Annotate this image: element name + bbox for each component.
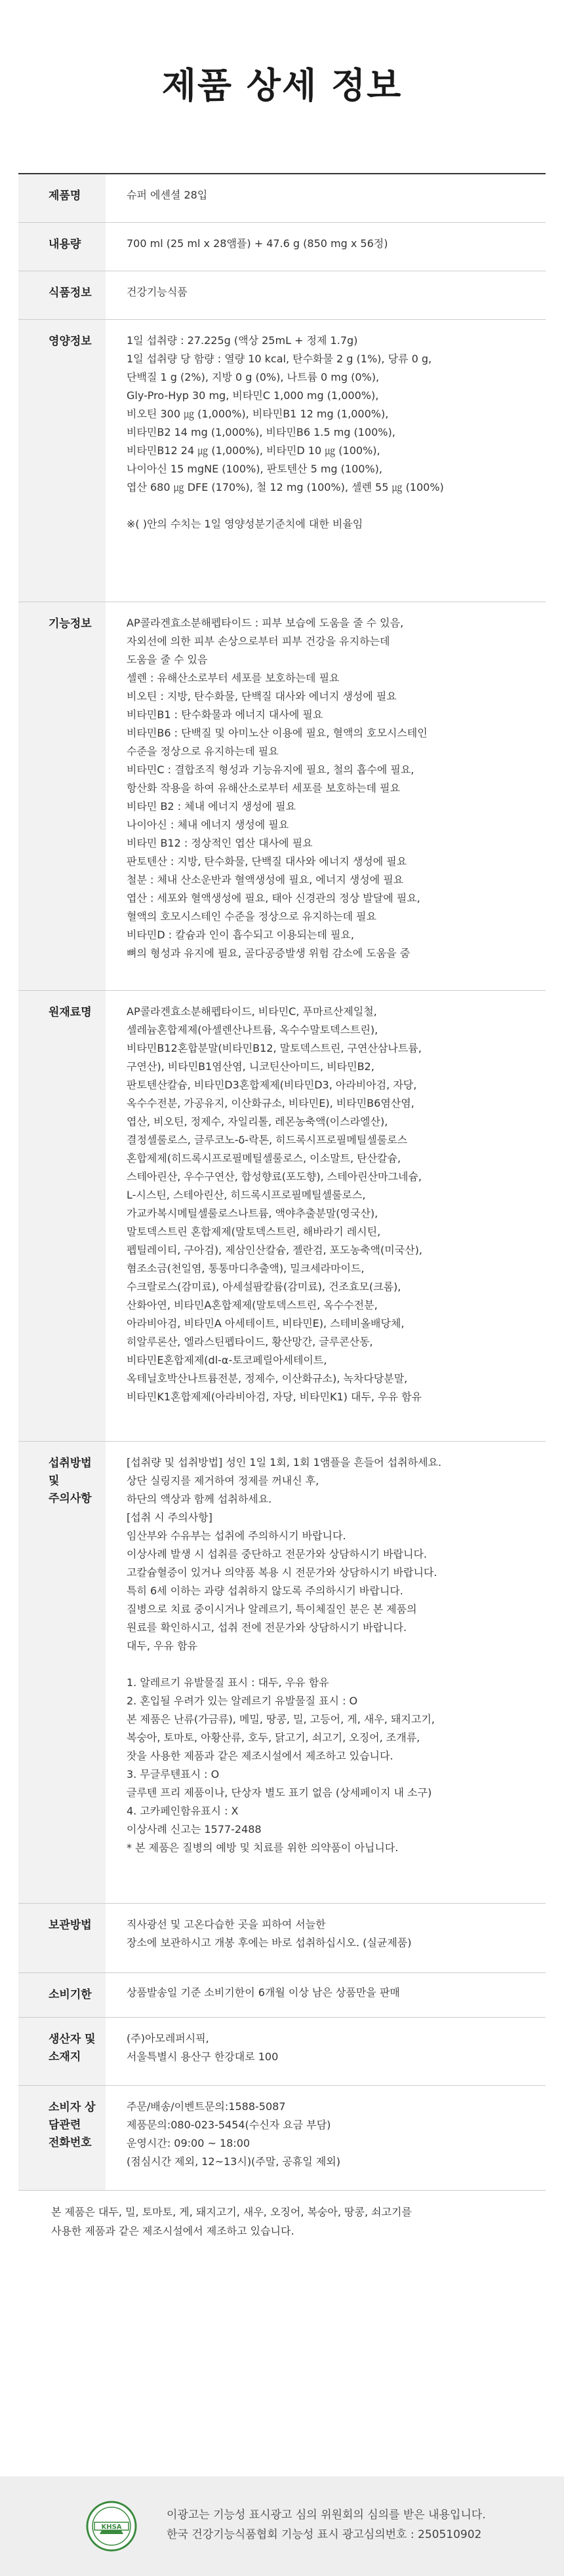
row-label [18,1973,106,2017]
row-value-line: 제품문의:080-023-5454(수신자 요금 부담) [127,2119,331,2131]
row-label [18,602,106,990]
row-value-line: 스테아린산, 우수구연산, 합성향료(포도향), 스테아린산마그네슘, [127,1170,422,1183]
row-label-text: 기능정보 [49,617,92,630]
row-value-line: 옥수수전분, 가공유지, 이산화규소, 비타민E), 비타민B6염산염, [127,1097,414,1109]
row-label-text: 섭취방법 및 [49,1457,92,1488]
row-value-line: 구연산), 비타민B1염산염, 니코틴산아미드, 비타민B2, [127,1060,374,1073]
row-manufacturer [18,2018,546,2086]
row-value-line: ※( )안의 수치는 1일 영양성분기준치에 대한 비율임 [127,518,363,530]
row-value-line: 수크랄로스(감미료), 아세설팜칼륨(감미료), 건조효모(크롬), [127,1280,401,1293]
row-label [18,320,106,602]
row-value-line: 혼합제제(히드록시프로필메틸셀룰로스, 이소말트, 탄산칼슘, [127,1152,401,1164]
row-content [18,223,546,271]
row-value [106,2018,546,2085]
row-value-line: 비타민B12 24 ㎍ (1,000%), 비타민D 10 ㎍ (100%), [127,444,380,457]
row-value-line: 펩틸레이티, 구아검), 제삼인산칼슘, 젤란검, 포도농축액(미국산), [127,1244,422,1256]
row-label-text: 원재료명 [49,1006,92,1019]
row-value-line: (점심시간 제외, 12~13시)(주말, 공휴일 제외) [127,2155,340,2168]
row-value-line: 비오틴 300 ㎍ (1,000%), 비타민B1 12 mg (1,000%), [127,408,389,420]
row-value-line: 1일 섭취량 : 27.225g (액상 25mL + 정제 1.7g) [127,334,358,347]
row-value-line: 비타민C : 결합조직 형성과 기능유지에 필요, 철의 흡수에 필요, [127,763,414,776]
row-label-text: 전화번호 [49,2136,92,2149]
footer-note-line: 사용한 제품과 같은 제조시설에서 제조하고 있습니다. [51,2225,294,2237]
row-value-line: 나이아신 15 mgNE (100%), 판토텐산 5 mg (100%), [127,463,382,475]
row-value-line: 비타민 B12 : 정상적인 엽산 대사에 필요 [127,837,313,849]
row-product-name [18,174,546,223]
khsa-seal-icon [85,2500,138,2552]
row-value-line: 판토텐산칼슘, 비타민D3혼합제제(비타민D3, 아라비아검, 자당, [127,1079,417,1091]
khsa-logo-text: KHSA [101,2524,122,2531]
row-label [18,174,106,222]
row-value-line: 잣을 사용한 제품과 같은 제조시설에서 제조하고 있습니다. [127,1750,393,1762]
row-value-line: 1일 섭취량 당 함량 : 열량 10 kcal, 탄수화물 2 g (1%), 당류 0 g, [127,353,432,365]
row-value-line: 서울특별시 용산구 한강대로 100 [127,2050,279,2063]
row-function [18,602,546,991]
row-value-line: 철분 : 체내 산소운반과 혈액생성에 필요, 에너지 생성에 필요 [127,874,404,886]
row-value [106,1904,546,1972]
row-value-line: 임산부와 수유부는 섭취에 주의하시기 바랍니다. [127,1529,346,1542]
row-value-line: 산화아연, 비타민A혼합제제(말토덱스트린, 옥수수전분, [127,1299,378,1311]
row-value [106,1973,546,2017]
row-value-line: 상품발송일 기준 소비기한이 6개월 이상 남은 상품만을 판매 [127,1986,400,1999]
row-food-type [18,271,546,320]
row-value-line: 엽산 680 ㎍ DFE (170%), 철 12 mg (100%), 셀렌 55 ㎍ (100%) [127,481,444,493]
row-label-text: 영양정보 [49,335,92,348]
row-value-line: * 본 제품은 질병의 예방 및 치료를 위한 의약품이 아닙니다. [127,1841,399,1854]
row-value-line: 고칼슘혈증이 있거나 의약품 복용 시 전문가와 상담하시기 바랍니다. [127,1566,437,1579]
row-value [106,174,546,222]
row-value-line: 자외선에 의한 피부 손상으로부터 피부 건강을 유지하는데 [127,635,390,647]
row-value-line: 수준을 정상으로 유지하는데 필요 [127,745,279,758]
row-value-line: Gly-Pro-Hyp 30 mg, 비타민C 1,000 mg (1,000%), [127,389,379,402]
row-value-line: 엽산 : 세포와 혈액생성에 필요, 태아 신경관의 정상 발달에 필요, [127,892,420,904]
row-label-text: 소재지 [49,2050,81,2064]
row-value-line: 말토덱스트린 혼합제제(말토덱스트린, 해바라기 레시틴, [127,1225,381,1238]
row-label-text: 식품정보 [49,286,92,299]
ad-review-banner [0,2476,564,2576]
row-label [18,991,106,1441]
row-label [18,2086,106,2190]
row-value-line: 비타민B1 : 탄수화물과 에너지 대사에 필요 [127,708,323,721]
row-value-line: 뼈의 형성과 유지에 필요, 골다공증발생 위험 감소에 도움을 줌 [127,947,411,959]
row-value-line: 슈퍼 에센셜 28입 [127,189,208,201]
row-label-text: 보관방법 [49,1919,92,1932]
row-value-line: 비타민K1혼합제제(아라비아검, 자당, 비타민K1) 대두, 우유 함유 [127,1391,422,1403]
row-value-line: 도움을 줄 수 있음 [127,653,208,666]
ad-notice-text [167,2505,486,2545]
row-value-line: 셀레늄혼합제제(아셀렌산나트륨, 옥수수말토덱스트린), [127,1024,378,1036]
row-label-text: 생산자 및 [49,2033,96,2046]
row-value-line: 글루텐 프리 제품이나, 단상자 별도 표기 없음 (상세페이지 내 소구) [127,1786,432,1799]
row-value-line [127,497,533,515]
row-expiry [18,1973,546,2018]
row-value-line: 장소에 보관하시고 개봉 후에는 바로 섭취하십시오. (실균제품) [127,1936,412,1949]
row-value-line: 단백질 1 g (2%), 지방 0 g (0%), 나트륨 0 mg (0%), [127,371,380,383]
row-value [106,2086,546,2190]
row-value-line: 아라비아검, 비타민A 아세테이트, 비타민E), 스테비올배당체, [127,1317,405,1330]
row-value-line: 1. 알레르기 유발물질 표시 : 대두, 우유 함유 [127,1676,329,1689]
row-value-line: AP콜라겐효소분해펩타이드 : 피부 보습에 도움을 줄 수 있음, [127,617,404,629]
row-value-line: 원료를 확인하시고, 섭취 전에 전문가와 상담하시기 바랍니다. [127,1621,407,1634]
row-label [18,1442,106,1903]
row-label-text: 내용량 [49,238,81,251]
row-value-line: 상단 실링지를 제거하여 정제를 꺼내신 후, [127,1474,319,1487]
row-value-line: 비타민B2 14 mg (1,000%), 비타민B6 1.5 mg (100%), [127,426,395,438]
row-value-line: 판토텐산 : 지방, 탄수화물, 단백질 대사와 에너지 생성에 필요 [127,855,407,868]
row-value [106,991,546,1441]
row-value-line: 700 ml (25 ml x 28앰플) + 47.6 g (850 mg x 56정) [127,237,388,250]
row-value-line: 4. 고카페인함유표시 : X [127,1805,239,1817]
row-value-line: 대두, 우유 함유 [127,1640,197,1652]
row-value-line: 비오틴 : 지방, 탄수화물, 단백질 대사와 에너지 생성에 필요 [127,690,397,702]
row-label-text: 소비기한 [49,1988,92,2001]
row-value [106,1442,546,1903]
row-label-text: 소비자 상담관련 [49,2101,96,2132]
row-value-line: 2. 혼입될 우려가 있는 알레르기 유발물질 표시 : O [127,1695,358,1707]
row-value-line: 히알루론산, 엘라스틴펩타이드, 황산망간, 글루콘산동, [127,1336,373,1348]
row-value-line: 비타민B12혼합분말(비타민B12, 말토덱스트린, 구연산삼나트륨, [127,1042,422,1054]
row-value-line: 비타민D : 칼슘과 인이 흡수되고 이용되는데 필요, [127,929,354,941]
row-label [18,2018,106,2085]
row-value [106,320,546,602]
row-value-line [127,1655,533,1674]
row-value-line: 비타민B6 : 단백질 및 아미노산 이용에 필요, 혈액의 호모시스테인 [127,727,428,739]
row-value-line: 하단의 액상과 함께 섭취하세요. [127,1493,272,1505]
row-value [106,271,546,319]
row-ingredients [18,991,546,1442]
row-label [18,223,106,271]
row-value [106,602,546,990]
row-value-line: 옥테닐호박산나트륨전분, 정제수, 이산화규소), 녹차다당분말, [127,1372,408,1385]
row-value-line: (주)아모레퍼시픽, [127,2032,209,2045]
row-value-line: 엽산, 비오틴, 정제수, 자일리톨, 레몬농축액(이스라엘산), [127,1115,388,1128]
ad-notice-line-2: 한국 건강기능식품협회 기능성 표시 광고심의번호 : 250510902 [167,2528,482,2541]
row-value-line: 본 제품은 난류(가금류), 메밀, 땅콩, 밀, 고등어, 게, 새우, 돼지고기, [127,1713,435,1725]
row-value-line: 비타민 B2 : 체내 에너지 생성에 필요 [127,800,296,813]
row-value-line: 혐조소금(천일염, 통통마디추출액), 밀크세라마이드, [127,1262,365,1275]
row-value-line: L-시스틴, 스테아린산, 히드록시프로필메틸셀룰로스, [127,1189,366,1201]
row-contact [18,2086,546,2191]
row-value-line: 항산화 작용을 하여 유해산소로부터 세포를 보호하는데 필요 [127,782,400,794]
row-value-line: AP콜라겐효소분해펩타이드, 비타민C, 푸마르산제일철, [127,1005,377,1018]
row-value-line: 특히 6세 이하는 과량 섭취하지 않도록 주의하시기 바랍니다. [127,1585,403,1597]
row-value-line: 건강기능식품 [127,286,188,298]
row-value-line: 혈액의 호모시스테인 수준을 정상으로 유지하는데 필요 [127,910,376,923]
row-value-line: 3. 무글루텐표시 : O [127,1768,220,1780]
row-value [106,223,546,271]
row-value-line: 주문/배송/이벤트문의:1588-5087 [127,2100,286,2113]
row-usage [18,1442,546,1904]
row-value-line: 나이아신 : 체내 에너지 생성에 필요 [127,818,289,831]
row-value-line: 가교카복시메틸셀룰로스나트륨, 액야추출분말(영국산), [127,1207,378,1220]
row-value-line: 운영시간: 09:00 ~ 18:00 [127,2137,251,2149]
row-label [18,1904,106,1972]
row-label-text: 주의사항 [49,1492,92,1505]
row-nutrition [18,320,546,602]
row-value-line: [섭취 시 주의사항] [127,1511,212,1524]
row-value-line: 결정셀룰로스, 글루코노-δ-락톤, 히드록시프로필메틸셀룰로스 [127,1134,408,1146]
allergy-footer-note [18,2191,546,2251]
ad-notice-line-1: 이광고는 기능성 표시광고 심의 위원회의 심의를 받은 내용입니다. [167,2509,486,2522]
row-label [18,271,106,319]
page-title: 제품 상세 정보 [161,65,403,106]
row-label-text: 제품명 [49,189,81,202]
product-spec-table [18,173,546,2191]
row-value-line: 비타민E혼합제제(dl-α-토코페릴아세테이트, [127,1354,327,1366]
row-value-line: 질병으로 치료 중이시거나 알레르기, 특이체질인 분은 본 제품의 [127,1603,417,1615]
row-storage [18,1904,546,1973]
row-value-line: 직사광선 및 고온다습한 곳을 피하여 서늘한 [127,1918,326,1931]
row-value-line: [섭취량 및 섭취방법] 성인 1일 1회, 1회 1앰플을 흔들어 섭취하세요. [127,1456,442,1469]
row-value-line: 이상사례 신고는 1577-2488 [127,1823,262,1836]
row-value-line: 셀렌 : 유해산소로부터 세포를 보호하는데 필요 [127,672,340,684]
row-value-line: 복숭아, 토마토, 아황산류, 호두, 닭고기, 쇠고기, 오징어, 조개류, [127,1731,420,1744]
row-value-line: 이상사례 발생 시 섭취를 중단하고 전문가와 상담하시기 바랍니다. [127,1548,428,1560]
footer-note-line: 본 제품은 대두, 밀, 토마토, 게, 돼지고기, 새우, 오징어, 복숭아, 땅콩, 쇠고기를 [51,2206,412,2218]
